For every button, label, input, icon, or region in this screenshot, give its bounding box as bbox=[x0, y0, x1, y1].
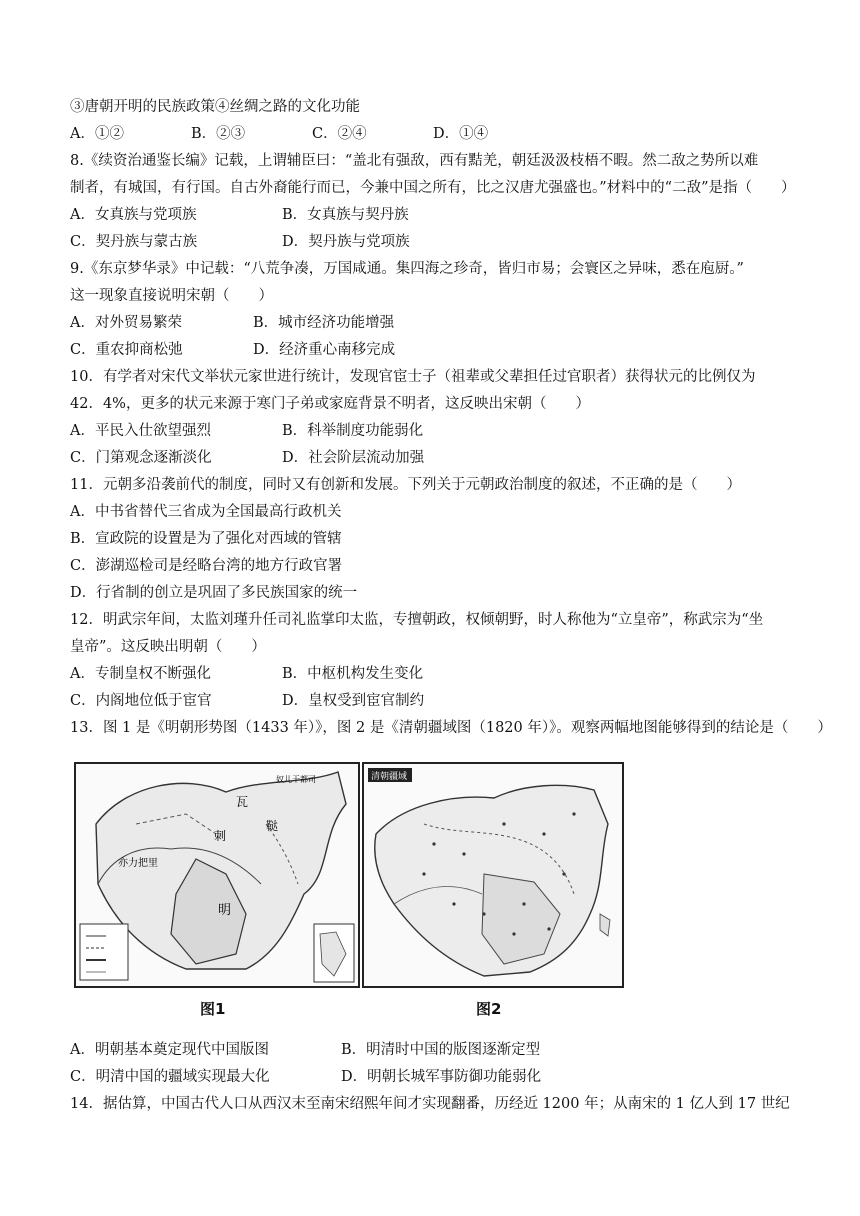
q14-stem-line1: 14．据估算，中国古代人口从西汉末至南宋绍熙年间才实现翻番，历经近 1200 年；从南宋的 1 亿人到 17 世纪 bbox=[70, 1096, 790, 1112]
q11-option-a: A．中书省替代三省成为全国最高行政机关 bbox=[70, 504, 342, 520]
qing-map-legend-title: 清朝疆域 bbox=[371, 772, 408, 782]
q7-option-d: D．①④ bbox=[433, 126, 489, 142]
ming-map-label-wala1: 瓦 bbox=[236, 795, 249, 809]
q12-option-c: C．内阁地位低于宦官 bbox=[70, 693, 212, 709]
q8-option-d: D．契丹族与党项族 bbox=[282, 234, 410, 250]
q13-option-a: A．明朝基本奠定现代中国版图 bbox=[70, 1042, 269, 1058]
q8-stem-line1: 8.《续资治通鉴长编》记载，上谓辅臣曰：“盖北有强敌，西有黠羌，朝廷汲汲枝梧不暇。然二敌之势所以难 bbox=[70, 153, 759, 169]
q12-option-b: B．中枢机构发生变化 bbox=[282, 666, 424, 682]
ming-map-label-yilibali: 亦力把里 bbox=[118, 858, 158, 869]
q13-option-b: B．明清时中国的版图逐渐定型 bbox=[341, 1042, 541, 1058]
q8-option-a: A．女真族与党项族 bbox=[70, 207, 197, 223]
ming-map-label-ming: 明 bbox=[218, 903, 232, 918]
q9-option-d: D．经济重心南移完成 bbox=[253, 342, 396, 358]
q9-option-a: A．对外贸易繁荣 bbox=[70, 315, 182, 331]
q11-option-b: B．宣政院的设置是为了强化对西域的管辖 bbox=[70, 531, 342, 547]
q7-option-c: C．②④ bbox=[312, 126, 367, 142]
q12-option-a: A．专制皇权不断强化 bbox=[70, 666, 211, 682]
q7-option-a: A．①② bbox=[70, 126, 124, 142]
figure-1-caption: 图1 bbox=[200, 1000, 226, 1018]
ming-map bbox=[74, 762, 360, 988]
q12-option-d: D．皇权受到宦官制约 bbox=[282, 693, 425, 709]
q10-option-a: A．平民入仕欲望强烈 bbox=[70, 423, 211, 439]
q8-option-c: C．契丹族与蒙古族 bbox=[70, 234, 198, 250]
q13-option-c: C．明清中国的疆域实现最大化 bbox=[70, 1069, 270, 1085]
q11-stem: 11．元朝多沿袭前代的制度，同时又有创新和发展。下列关于元朝政治制度的叙述，不正确的是（ ） bbox=[70, 477, 741, 493]
q12-stem-line1: 12．明武宗年间，太监刘瑾升任司礼监掌印太监，专擅朝政，权倾朝野，时人称他为“立皇帝”，称武宗为“坐 bbox=[70, 612, 764, 628]
ming-map-label-tatar: 鞑 bbox=[266, 819, 279, 833]
q11-option-c: C．澎湖巡检司是经略台湾的地方行政官署 bbox=[70, 558, 343, 574]
q10-option-c: C．门第观念逐渐淡化 bbox=[70, 450, 212, 466]
q8-stem-line2: 制者，有城国，有行国。自古外裔能行而已，今兼中国之所有，比之汉唐尤强盛也。”材料中的“二敌”是指（ ） bbox=[70, 180, 796, 196]
q10-stem-line1: 10．有学者对宋代文举状元家世进行统计，发现官宦士子（祖辈或父辈担任过官职者）获得状元的比例仅为 bbox=[70, 369, 756, 385]
ming-map-drawing bbox=[76, 764, 358, 986]
q9-option-c: C．重农抑商松弛 bbox=[70, 342, 183, 358]
q9-stem-line2: 这一现象直接说明宋朝（ ） bbox=[70, 288, 273, 304]
q10-stem-line2: 42．4%，更多的状元来源于寒门子弟或家庭背景不明者，这反映出宋朝（ ） bbox=[70, 396, 590, 412]
q7-statement-line: ③唐朝开明的民族政策④丝绸之路的文化功能 bbox=[70, 99, 360, 115]
q13-option-d: D．明朝长城军事防御功能弱化 bbox=[341, 1069, 542, 1085]
qing-map-drawing bbox=[364, 764, 622, 986]
qing-map bbox=[362, 762, 624, 988]
q9-stem-line1: 9.《东京梦华录》中记载：“八荒争凑，万国咸通。集四海之珍奇，皆归市易；会寰区之异味，悉在庖厨。” bbox=[70, 261, 744, 277]
figure-2-caption: 图2 bbox=[476, 1000, 502, 1018]
q11-option-d: D．行省制的创立是巩固了多民族国家的统一 bbox=[70, 585, 358, 601]
q8-option-b: B．女真族与契丹族 bbox=[282, 207, 409, 223]
q10-option-b: B．科举制度功能弱化 bbox=[282, 423, 424, 439]
ming-map-label-nurgan: 奴儿干都司 bbox=[276, 775, 316, 784]
q9-option-b: B．城市经济功能增强 bbox=[253, 315, 395, 331]
q10-option-d: D．社会阶层流动加强 bbox=[282, 450, 425, 466]
map-figure bbox=[74, 762, 622, 1018]
q7-option-b: B．②③ bbox=[191, 126, 246, 142]
ming-map-label-wala2: 刺 bbox=[214, 829, 227, 843]
q13-stem: 13．图 1 是《明朝形势图（1433 年）》，图 2 是《清朝疆域图（1820 年）》。观察两幅地图能够得到的结论是（ ） bbox=[70, 720, 832, 736]
q12-stem-line2: 皇帝”。这反映出明朝（ ） bbox=[70, 639, 266, 655]
